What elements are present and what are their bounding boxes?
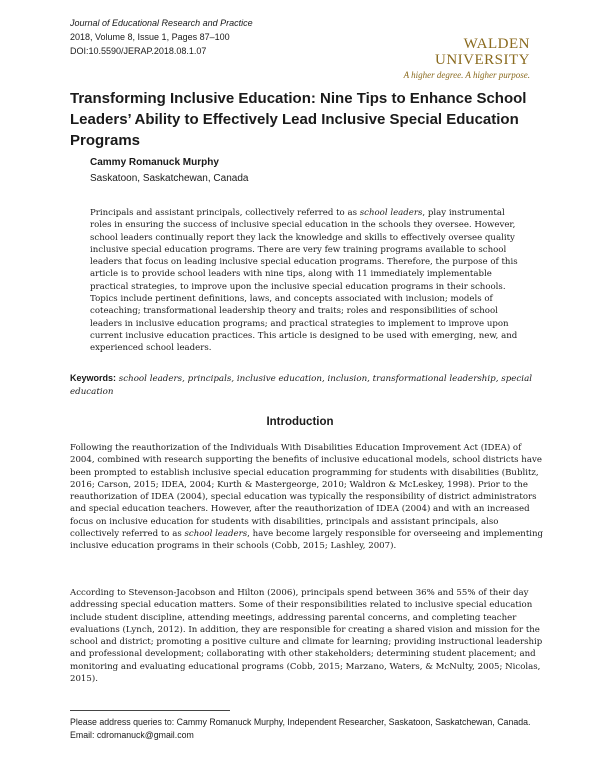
section-heading-introduction: Introduction bbox=[266, 416, 334, 428]
keywords-label: Keywords: bbox=[70, 373, 117, 383]
footer-correspondence-note: Please address queries to: Cammy Romanuck Murphy, Independent Researcher, Saskatoon, Saskatchewan, Canada. Email: cdromanuck@gmail.com bbox=[70, 717, 531, 740]
intro-paragraph-2: According to Stevenson-Jacobson and Hilton (2006), principals spend between 36% and 55% of their day addressing special education matters. Some of their responsibilities related to inclusive special education include student discipline, attending meetings, addressing parental concerns, and completing teacher evaluations (Lynch, 2012). In addition, they are responsible for creating a shared vision and mission for the school and district; promoting a positive culture and climate for learning; providing instructional leadership and professional development; collaborating with other stakeholders; determining student placement; and monitoring and evaluating educational programs (Cobb, 2015; Marzano, Waters, & McNulty, 2005; Nicolas, 2015). bbox=[70, 588, 543, 685]
publisher-tagline: A higher degree. A higher purpose. bbox=[403, 70, 530, 80]
abstract bbox=[90, 207, 520, 355]
footer-divider bbox=[70, 710, 230, 711]
intro-p1-italic-term: school leaders bbox=[184, 529, 248, 540]
journal-doi: DOI:10.5590/JERAP.2018.08.1.07 bbox=[70, 46, 207, 56]
abstract-italic-term: school leaders bbox=[359, 208, 423, 218]
intro-p1-text-start: Following the reauthorization of the Individuals With Disabilities Education Improvement Act (IDEA) of 2004, combined with research supporting the benefits of inclusive educational models, school districts have been prompted to establish inclusive special education programming for students with disabilities (Bublitz, 2016; Carson, 2015; IDEA, 2004; Kurth & Mastergeorge, 2010; Waldron & McLeskey, 1998). Prior to the reauthorization of IDEA (2004), special education was typically the responsibility of district administrators and special education teachers. However, after the reauthorization of IDEA (2004) and with an increased focus on inclusive education for students with disabilities, principals and assistant principals, also collectively referred to as bbox=[70, 443, 542, 540]
intro-p1-text-rest: , have become largely responsible for overseeing and implementing inclusive education programs in their schools (Cobb, 2015; Lashley, 2007). bbox=[70, 529, 544, 552]
abstract-text-rest: , play instrumental roles in ensuring the success of inclusive special education in the schools they oversee. However, school leaders continually report they lack the knowledge and skills to effectively oversee quality inclusive special education programs. There are very few training programs available to school leaders that focus on leading inclusive special education programs. Therefore, the purpose of this article is to provide school leaders with nine tips, along with 11 immediately implementable practical strategies, to improve upon the inclusive special education programs in their schools. Topics include pertinent definitions, laws, and concepts associated with inclusion; models of coteaching; transformational leadership theory and traits; roles and responsibilities of school leaders in inclusive education programs; and practical strategies to implement to improve upon current inclusive education practices. This article is designed to be used with emerging, new, and experienced school leaders. bbox=[90, 208, 518, 354]
intro-paragraph-1 bbox=[70, 442, 545, 553]
publisher-logo bbox=[380, 36, 530, 80]
journal-volume-info: 2018, Volume 8, Issue 1, Pages 87–100 bbox=[70, 32, 230, 42]
publisher-name: WALDEN UNIVERSITY bbox=[435, 36, 530, 68]
author-location: Saskatoon, Saskatchewan, Canada bbox=[90, 173, 249, 184]
article-title: Transforming Inclusive Education: Nine Tips to Enhance School Leaders’ Ability to Effectively Lead Inclusive Special Education Programs bbox=[70, 90, 527, 149]
abstract-text-start: Principals and assistant principals, collectively referred to as bbox=[90, 208, 360, 218]
journal-name: Journal of Educational Research and Practice bbox=[70, 18, 253, 28]
keywords-list: school leaders, principals, inclusive education, inclusion, transformational leadership, special education bbox=[70, 374, 533, 397]
author-name: Cammy Romanuck Murphy bbox=[90, 157, 219, 168]
keywords bbox=[70, 372, 540, 398]
